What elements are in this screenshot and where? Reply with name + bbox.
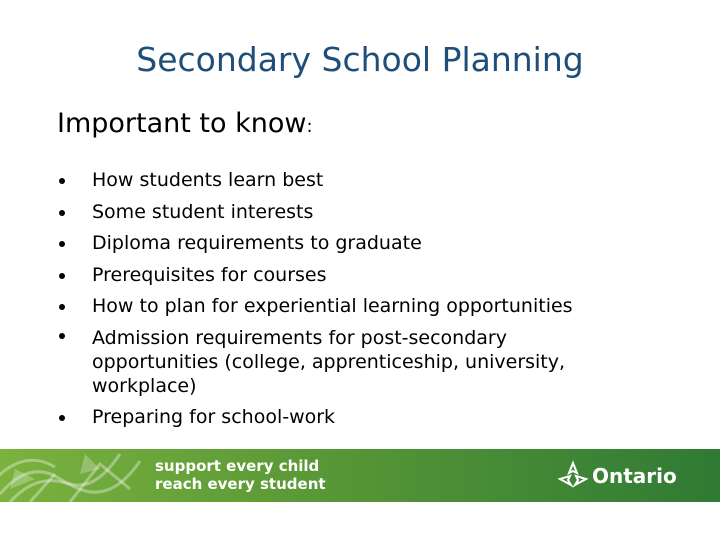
bullet-dot-icon <box>59 241 65 247</box>
slogan <box>155 457 326 493</box>
bullet-text: Admission requirements for post-secondary opportunities (college, apprenticeship, university, workplace) <box>92 326 566 397</box>
bullet-dot-icon <box>59 178 65 184</box>
bullet-list <box>53 165 613 433</box>
bullet-text: How to plan for experiential learning opportunities <box>92 295 573 317</box>
list-item <box>53 402 613 434</box>
list-item <box>53 291 613 323</box>
slogan-line2: reach every student <box>155 475 326 493</box>
bullet-text: Diploma requirements to graduate <box>92 232 422 254</box>
slide-title: Secondary School Planning <box>136 40 584 79</box>
bullet-dot-icon <box>59 210 65 216</box>
list-item <box>53 197 613 229</box>
subtitle-colon: : <box>306 116 313 137</box>
list-item <box>53 323 613 402</box>
list-item <box>53 260 613 292</box>
decorative-swoosh-icon <box>0 449 150 502</box>
bullet-dot-icon <box>59 333 65 339</box>
bullet-dot-icon <box>59 304 65 310</box>
list-item <box>53 228 613 260</box>
footer-banner <box>0 449 720 502</box>
list-item <box>53 165 613 197</box>
slogan-line1: support every child <box>155 457 320 475</box>
slide-subtitle <box>57 108 313 139</box>
bullet-dot-icon <box>59 273 65 279</box>
subtitle-text: Important to know <box>57 108 307 139</box>
ontario-wordmark: Ontario <box>592 464 677 488</box>
ontario-logo <box>556 459 677 493</box>
trillium-icon <box>556 459 590 493</box>
bullet-text: Preparing for school-work <box>92 405 336 428</box>
bullet-dot-icon <box>59 415 65 421</box>
bullet-text: Some student interests <box>92 200 314 223</box>
bullet-text: Prerequisites for courses <box>92 263 327 286</box>
bullet-text: How students learn best <box>92 169 324 191</box>
